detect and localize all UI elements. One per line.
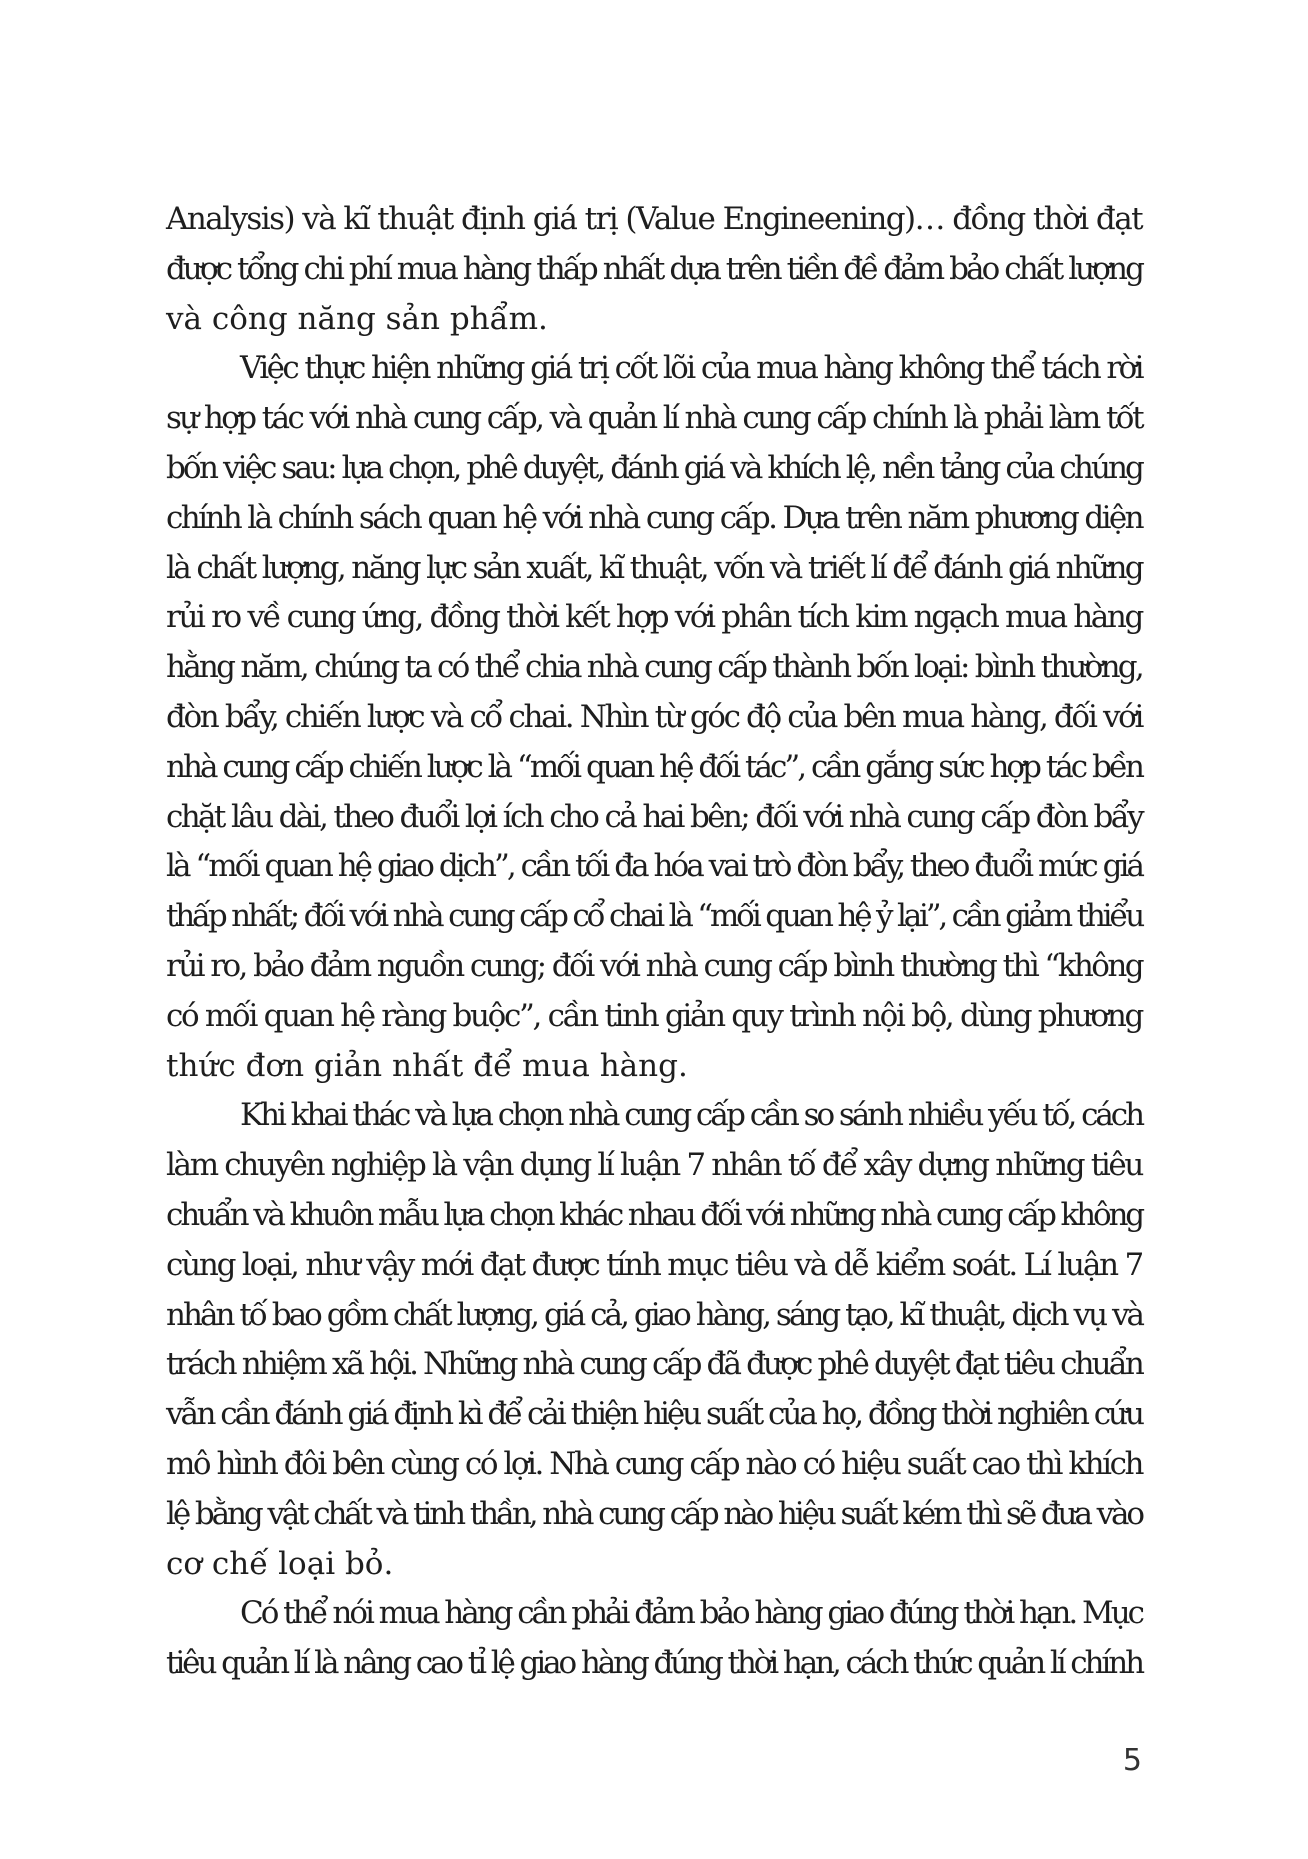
text-line: hằng năm, chúng ta có thể chia nhà cung cấp thành bốn loại: bình thường,: [166, 649, 1142, 686]
text-line: chính là chính sách quan hệ với nhà cung cấp. Dựa trên năm phương diện: [166, 499, 1142, 536]
paragraph-4: [166, 1589, 1142, 1689]
text-line: sự hợp tác với nhà cung cấp, và quản lí nhà cung cấp chính là phải làm tốt: [166, 400, 1142, 437]
text-line: là “mối quan hệ giao dịch”, cần tối đa hóa vai trò đòn bẩy, theo đuổi mức giá: [166, 848, 1142, 885]
text-line: chặt lâu dài, theo đuổi lợi ích cho cả hai bên; đối với nhà cung cấp đòn bẩy: [166, 798, 1142, 835]
text-line: vẫn cần đánh giá định kì để cải thiện hiệu suất của họ, đồng thời nghiên cứu: [166, 1396, 1142, 1433]
text-line: tiêu quản lí là nâng cao tỉ lệ giao hàng đúng thời hạn, cách thức quản lí chính: [166, 1645, 1142, 1682]
text-line: nhà cung cấp chiến lược là “mối quan hệ đối tác”, cần gắng sức hợp tác bền: [166, 748, 1142, 785]
text-line: thức đơn giản nhất để mua hàng.: [166, 1047, 688, 1084]
text-line: là chất lượng, năng lực sản xuất, kĩ thuật, vốn và triết lí để đánh giá những: [166, 549, 1142, 586]
text-line: mô hình đôi bên cùng có lợi. Nhà cung cấp nào có hiệu suất cao thì khích: [166, 1445, 1142, 1482]
text-line: chuẩn và khuôn mẫu lựa chọn khác nhau đối với những nhà cung cấp không: [166, 1196, 1142, 1233]
page-number: 5: [1122, 1743, 1142, 1778]
text-line: được tổng chi phí mua hàng thấp nhất dựa trên tiền đề đảm bảo chất lượng: [166, 250, 1142, 287]
text-line: Có thể nói mua hàng cần phải đảm bảo hàng giao đúng thời hạn. Mục: [240, 1595, 1142, 1632]
text-line: cùng loại, như vậy mới đạt được tính mục tiêu và dễ kiểm soát. Lí luận 7: [166, 1246, 1142, 1283]
paragraph-1: [166, 195, 1142, 344]
paragraph-2: [166, 344, 1142, 1091]
text-line: và công năng sản phẩm.: [166, 300, 548, 337]
text-line: Việc thực hiện những giá trị cốt lõi của mua hàng không thể tách rời: [240, 350, 1142, 387]
text-line: cơ chế loại bỏ.: [166, 1545, 394, 1582]
text-line: đòn bẩy, chiến lược và cổ chai. Nhìn từ góc độ của bên mua hàng, đối với: [166, 698, 1142, 735]
paragraph-3: [166, 1091, 1142, 1589]
text-line: thấp nhất; đối với nhà cung cấp cổ chai là “mối quan hệ ỷ lại”, cần giảm thiểu: [166, 898, 1142, 935]
text-line: rủi ro về cung ứng, đồng thời kết hợp với phân tích kim ngạch mua hàng: [166, 599, 1142, 636]
text-line: lệ bằng vật chất và tinh thần, nhà cung cấp nào hiệu suất kém thì sẽ đưa vào: [166, 1495, 1142, 1532]
text-line: rủi ro, bảo đảm nguồn cung; đối với nhà cung cấp bình thường thì “không: [166, 947, 1142, 984]
text-line: làm chuyên nghiệp là vận dụng lí luận 7 nhân tố để xây dựng những tiêu: [166, 1147, 1142, 1184]
body-text: [166, 195, 1142, 1689]
text-line: bốn việc sau: lựa chọn, phê duyệt, đánh giá và khích lệ, nền tảng của chúng: [166, 449, 1142, 486]
text-line: nhân tố bao gồm chất lượng, giá cả, giao hàng, sáng tạo, kĩ thuật, dịch vụ và: [166, 1296, 1142, 1333]
text-line: Analysis) và kĩ thuật định giá trị (Value Engineening)… đồng thời đạt: [166, 201, 1142, 237]
text-line: Khi khai thác và lựa chọn nhà cung cấp cần so sánh nhiều yếu tố, cách: [240, 1097, 1142, 1134]
text-line: trách nhiệm xã hội. Những nhà cung cấp đã được phê duyệt đạt tiêu chuẩn: [166, 1346, 1142, 1383]
text-line: có mối quan hệ ràng buộc”, cần tinh giản quy trình nội bộ, dùng phương: [166, 997, 1142, 1034]
